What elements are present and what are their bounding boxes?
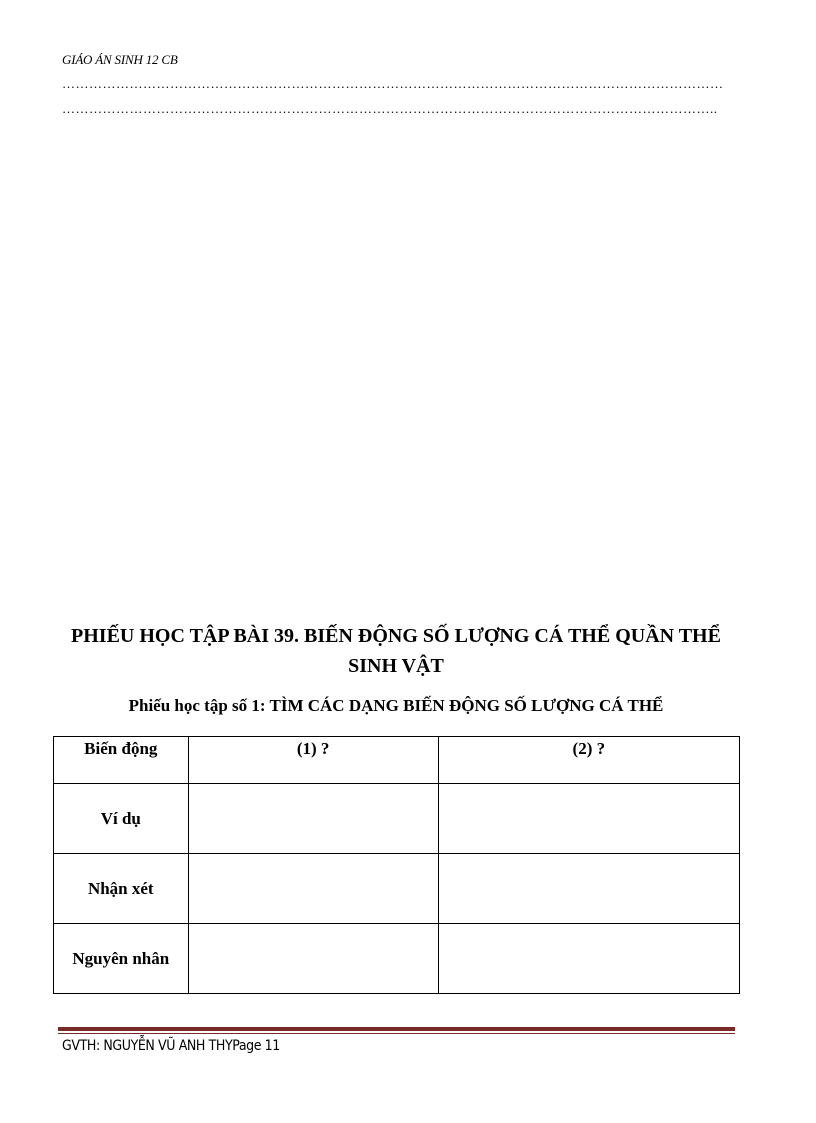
row-label: Nguyên nhân — [54, 924, 189, 994]
table-row — [54, 784, 740, 854]
table-row — [54, 854, 740, 924]
worksheet-title: PHIẾU HỌC TẬP BÀI 39. BIẾN ĐỘNG SỐ LƯỢNG CÁ THỂ QUẦN THỂ SINH VẬT — [71, 625, 721, 677]
table-header-row — [54, 737, 740, 784]
footer-rule-thin — [58, 1033, 735, 1034]
row-label: Nhận xét — [54, 854, 189, 924]
table-cell — [188, 854, 438, 924]
table-cell — [438, 854, 739, 924]
table-header-cell: (1) ? — [188, 737, 438, 784]
table-header-cell: Biến động — [54, 737, 189, 784]
footer-rule — [58, 1027, 735, 1031]
table-cell — [438, 784, 739, 854]
table-cell — [188, 924, 438, 994]
table-row — [54, 924, 740, 994]
footer-text: GVTH: NGUYỄN VŨ ANH THYPage 11 — [62, 1038, 280, 1054]
row-label: Ví dụ — [54, 784, 189, 854]
table-cell — [438, 924, 739, 994]
page-header-title: GIÁO ÁN SINH 12 CB — [62, 52, 178, 67]
worksheet-subtitle: Phiếu học tập số 1: TÌM CÁC DẠNG BIẾN ĐỘNG SỐ LƯỢNG CÁ THỂ — [128, 696, 664, 715]
table-cell — [188, 784, 438, 854]
worksheet-table — [53, 736, 740, 994]
dotted-line-1: ………………………………………………………………………………………………………………………………… — [62, 76, 724, 91]
dotted-line-2: ……………………………………………………………………………………………………………………………….. — [62, 101, 718, 116]
table-header-cell: (2) ? — [438, 737, 739, 784]
